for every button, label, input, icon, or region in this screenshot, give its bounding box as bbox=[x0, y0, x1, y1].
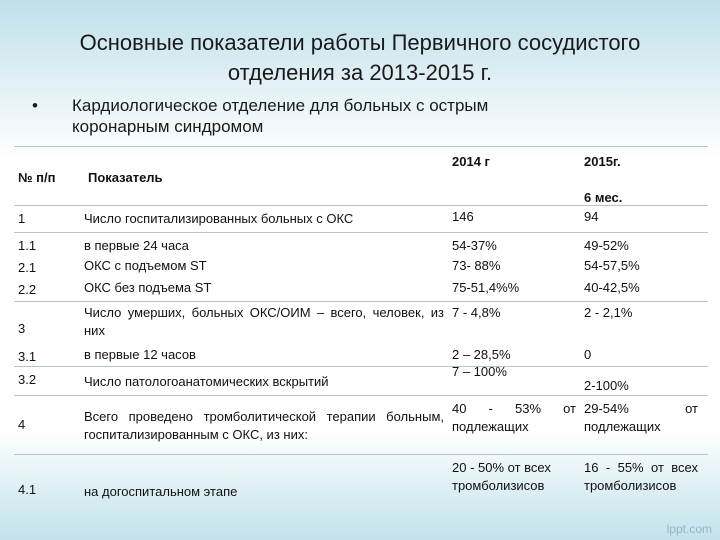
indicators-table bbox=[14, 146, 708, 529]
row-num: 2.1 bbox=[18, 260, 37, 275]
row-value-2014: 73- 88% bbox=[452, 258, 501, 273]
header-indicator: Показатель bbox=[88, 170, 163, 185]
row-num: 3.1 bbox=[18, 349, 37, 364]
row-value-2014: 75-51,4%% bbox=[452, 280, 520, 295]
row-value-2015: 16 - 55% от всех тромболизисов bbox=[584, 460, 698, 493]
row-num: 1.1 bbox=[18, 238, 37, 253]
row-indicator: ОКС с подъемом ST bbox=[84, 258, 207, 273]
slide-title: Основные показатели работы Первичного сосудистого отделения за 2013-2015 г. bbox=[79, 30, 641, 85]
bullet-icon: • bbox=[32, 96, 38, 115]
row-num: 2.2 bbox=[18, 282, 37, 297]
row-indicator: в первые 24 часа bbox=[84, 238, 189, 253]
row-indicator: ОКС без подъема ST bbox=[84, 280, 212, 295]
row-indicator: в первые 12 часов bbox=[84, 347, 196, 362]
header-2014: 2014 г bbox=[452, 154, 490, 169]
row-value-2014: 40 - 53% от подлежащих bbox=[452, 401, 576, 434]
row-num: 4.1 bbox=[18, 482, 37, 497]
header-2015: 2015г. bbox=[584, 154, 621, 169]
row-value-2014: 20 - 50% от всех тромболизисов bbox=[452, 460, 551, 493]
table-row bbox=[14, 396, 708, 455]
watermark-text: lppt.com bbox=[666, 522, 712, 536]
table-row-group bbox=[14, 302, 708, 367]
row-indicator: Число госпитализированных больных с ОКС bbox=[84, 211, 354, 226]
table-header-row bbox=[14, 146, 708, 206]
row-value-2014: 7 - 4,8% bbox=[452, 305, 501, 320]
row-value-2014: 146 bbox=[452, 209, 474, 224]
row-value-2015: 2 - 2,1% bbox=[584, 305, 633, 320]
table-row-group bbox=[14, 233, 708, 302]
table-row bbox=[14, 455, 708, 529]
row-indicator: на догоспитальном этапе bbox=[84, 484, 238, 499]
row-num: 3.2 bbox=[18, 372, 37, 387]
row-indicator: Число патологоанатомических вскрытий bbox=[84, 374, 329, 389]
table-row bbox=[14, 206, 708, 233]
row-value-2014: 2 – 28,5% bbox=[452, 347, 511, 362]
row-value-2014: 7 – 100% bbox=[452, 364, 507, 379]
row-value-2015: 40-42,5% bbox=[584, 280, 640, 295]
row-num: 1 bbox=[18, 211, 26, 226]
row-value-2015: 49-52% bbox=[584, 238, 629, 253]
subtitle-text: Кардиологическое отделение для больных с острым коронарным синдромом bbox=[72, 96, 489, 136]
row-value-2015: 54-57,5% bbox=[584, 258, 640, 273]
table-row bbox=[14, 364, 708, 396]
row-value-2015: 2-100% bbox=[584, 378, 629, 393]
row-value-2014: 54-37% bbox=[452, 238, 497, 253]
subtitle-bullet-item bbox=[30, 95, 590, 137]
header-2015-period: 6 мес. bbox=[584, 190, 623, 205]
row-indicator: Число умерших, больных ОКС/ОИМ – всего, человек, из них bbox=[84, 305, 444, 338]
row-value-2015: 29-54% от подлежащих bbox=[584, 401, 698, 434]
header-num: № п/п bbox=[18, 170, 56, 185]
row-value-2015: 94 bbox=[584, 209, 599, 224]
row-value-2015: 0 bbox=[584, 347, 592, 362]
row-num: 4 bbox=[18, 417, 26, 432]
row-indicator: Всего проведено тромболитической терапии больным, госпитализированным с ОКС, из них: bbox=[84, 409, 444, 442]
row-num: 3 bbox=[18, 321, 26, 336]
